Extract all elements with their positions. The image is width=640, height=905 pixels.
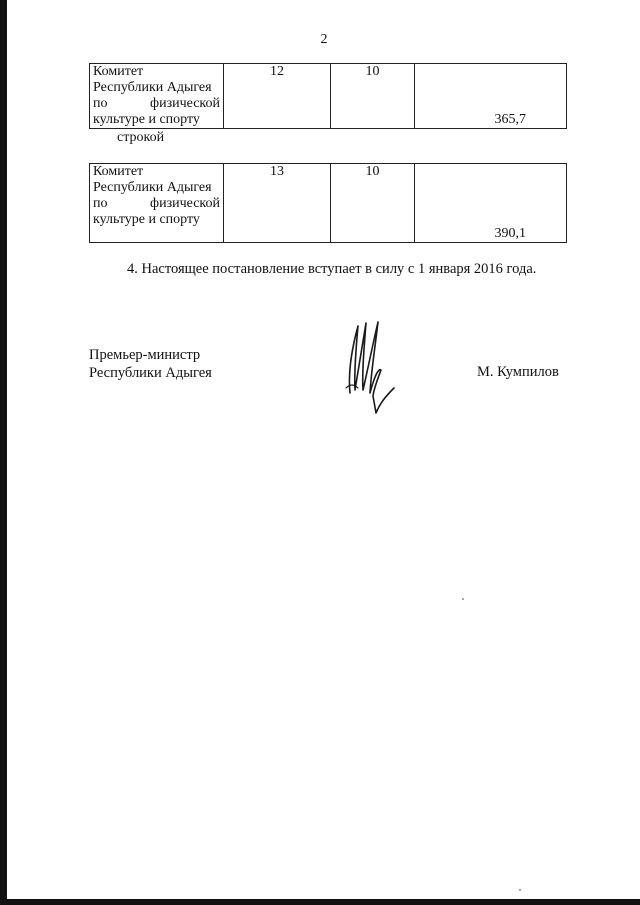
code-cell-2: 10: [331, 164, 415, 243]
org-line: Республики Адыгея: [93, 180, 212, 195]
budget-table-replacement: [89, 163, 567, 243]
org-word: физической: [150, 96, 220, 111]
budget-table-original: [89, 63, 567, 129]
scan-speck: [462, 598, 464, 600]
scan-bottom-edge: [0, 899, 640, 905]
org-line: культуре и спорту: [93, 112, 200, 127]
org-line: [93, 96, 220, 112]
page-number: 2: [320, 32, 328, 47]
scan-speck: [519, 889, 521, 891]
amount-cell: 365,7: [415, 64, 567, 129]
code-cell-1: 13: [224, 164, 331, 243]
signer-position-line: Премьер-министр: [89, 347, 201, 363]
handwritten-signature: [340, 318, 400, 418]
signer-position-line: Республики Адыгея: [89, 365, 212, 381]
org-line: [93, 196, 220, 212]
table-row: [90, 164, 567, 243]
org-line: Республики Адыгея: [93, 80, 212, 95]
signer-name: М. Кумпилов: [477, 364, 559, 380]
code-cell-1: 12: [224, 64, 331, 129]
org-line: Комитет: [93, 64, 144, 79]
amount-cell: 390,1: [415, 164, 567, 243]
code-cell-2: 10: [331, 64, 415, 129]
org-word: по: [93, 196, 108, 211]
table-row: [90, 64, 567, 129]
org-line: Комитет: [93, 164, 144, 179]
clause-4: 4. Настоящее постановление вступает в силу с 1 января 2016 года.: [127, 261, 537, 277]
org-word: по: [93, 96, 108, 111]
signer-position: [89, 346, 212, 382]
org-line: культуре и спорту: [93, 212, 200, 227]
org-cell: [90, 64, 224, 129]
org-word: физической: [150, 196, 220, 211]
org-cell: [90, 164, 224, 243]
replace-label: строкой: [117, 130, 165, 145]
scan-left-edge: [0, 0, 7, 905]
